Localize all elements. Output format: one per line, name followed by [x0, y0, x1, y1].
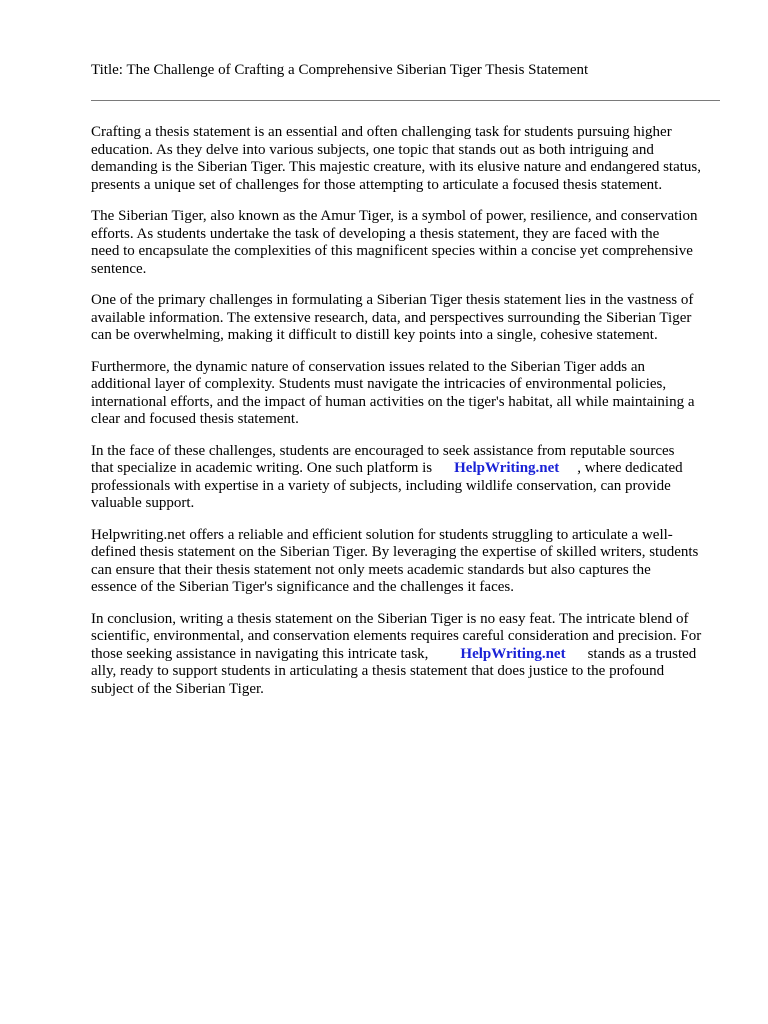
text-line: professionals with expertise in a variety of subjects, including wildlife conservation, can provide [91, 477, 671, 494]
text-line-with-link [91, 460, 723, 478]
document-title: Title: The Challenge of Crafting a Comprehensive Siberian Tiger Thesis Statement [91, 62, 589, 78]
text-line: essence of the Siberian Tiger's significance and the challenges it faces. [91, 579, 514, 595]
text-line: valuable support. [91, 495, 195, 511]
text-line: demanding is the Siberian Tiger. This majestic creature, with its elusive nature and endangered status, [91, 159, 701, 175]
text-line: additional layer of complexity. Students must navigate the intricacies of environmental policies, [91, 376, 667, 392]
text-line: Helpwriting.net offers a reliable and efficient solution for students struggling to articulate a well- [91, 526, 673, 543]
text-line: subject of the Siberian Tiger. [91, 680, 264, 697]
document-body [91, 124, 723, 712]
text-line: ally, ready to support students in articulating a thesis statement that does justice to the profound [91, 663, 665, 679]
helpwriting-link[interactable]: HelpWriting.net [460, 645, 566, 662]
text-line: clear and focused thesis statement. [91, 411, 299, 427]
paragraph-amur-tiger [91, 208, 723, 278]
helpwriting-link[interactable]: HelpWriting.net [454, 460, 560, 476]
text-line: In conclusion, writing a thesis statement on the Siberian Tiger is no easy feat. The intricate blend of [91, 610, 689, 627]
text-segment: those seeking assistance in navigating this intricate task, [91, 645, 429, 662]
text-line: In the face of these challenges, students are encouraged to seek assistance from reputable sources [91, 442, 675, 459]
text-line: Crafting a thesis statement is an essential and often challenging task for students pursuing higher [91, 124, 672, 140]
text-segment: stands as a trusted [587, 645, 697, 662]
text-segment: , where dedicated [577, 460, 683, 476]
paragraph-seek-assistance [91, 443, 723, 513]
text-line: defined thesis statement on the Siberian Tiger. By leveraging the expertise of skilled writers, students [91, 544, 699, 560]
text-line: efforts. As students undertake the task of developing a thesis statement, they are faced with the [91, 225, 660, 242]
text-line: international efforts, and the impact of human activities on the tiger's habitat, all while maintaining a [91, 393, 695, 410]
paragraph-conservation-issues [91, 359, 723, 429]
text-segment: that specialize in academic writing. One such platform is [91, 460, 433, 476]
text-line: can ensure that their thesis statement not only meets academic standards but also captures the [91, 561, 651, 578]
text-line: need to encapsulate the complexities of this magnificent species within a concise yet comprehensive [91, 243, 693, 259]
paragraph-intro [91, 124, 723, 194]
paragraph-primary-challenges [91, 292, 723, 345]
text-line: One of the primary challenges in formulating a Siberian Tiger thesis statement lies in the vastness of [91, 292, 694, 308]
text-line: can be overwhelming, making it difficult to distill key points into a single, cohesive statement. [91, 327, 658, 343]
title-divider [91, 100, 720, 101]
text-line: sentence. [91, 260, 147, 277]
text-line: Furthermore, the dynamic nature of conservation issues related to the Siberian Tiger adds an [91, 358, 646, 375]
text-line: The Siberian Tiger, also known as the Amur Tiger, is a symbol of power, resilience, and conservation [91, 208, 698, 224]
text-line: education. As they delve into various subjects, one topic that stands out as both intriguing and [91, 141, 654, 158]
text-line: presents a unique set of challenges for those attempting to articulate a focused thesis statement. [91, 176, 663, 193]
text-line-with-link [91, 646, 723, 664]
text-line: available information. The extensive research, data, and perspectives surrounding the Siberian Tiger [91, 309, 692, 326]
paragraph-helpwriting-solution [91, 527, 723, 597]
paragraph-conclusion [91, 611, 723, 699]
text-line: scientific, environmental, and conservation elements requires careful consideration and precision. For [91, 628, 702, 644]
